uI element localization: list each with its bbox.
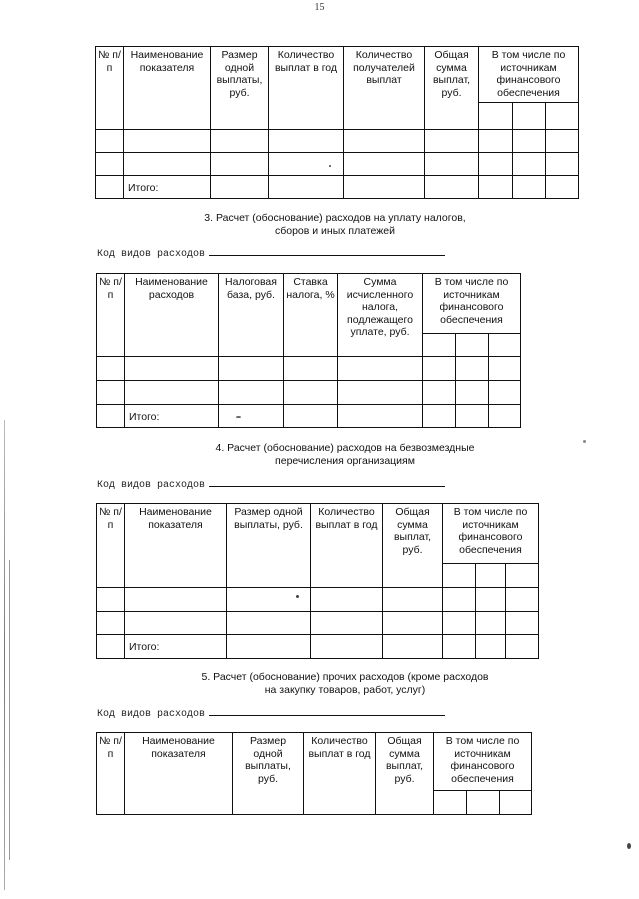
col-header-sources: В том числе по источникам финансового обеспечения	[443, 504, 539, 564]
sources-subcol	[467, 791, 500, 815]
col-header-num: № п/п	[97, 504, 125, 588]
page-number: 15	[314, 2, 325, 13]
sources-subcol	[456, 334, 489, 357]
col-header-payments-per-year: Количество выплат в год	[269, 47, 344, 130]
sources-subcol	[506, 564, 539, 588]
col-header-name: Наименование расходов	[125, 274, 219, 357]
scan-edge-artifact	[9, 560, 10, 860]
col-header-tax-rate: Ставка налога, %	[284, 274, 338, 357]
col-header-tax-base: Налоговая база, руб.	[219, 274, 284, 357]
section5-code-line	[97, 709, 445, 720]
section4-code-line	[97, 480, 445, 491]
expense-code-label: Код видов расходов	[97, 480, 206, 491]
total-label: Итого:	[124, 176, 211, 199]
col-header-tax-amount: Сумма исчисленного налога, подлежащего уплате, руб.	[338, 274, 423, 357]
total-label: Итого:	[125, 635, 227, 659]
col-header-total-sum: Общая сумма выплат, руб.	[425, 47, 479, 130]
table-row	[97, 381, 521, 405]
section5-title-line1: 5. Расчет (обоснование) прочих расходов (кроме расходов	[201, 671, 489, 683]
expense-code-field[interactable]	[209, 485, 445, 487]
table-row	[96, 130, 579, 153]
section3-title	[150, 212, 520, 238]
col-header-sources: В том числе по источникам финансового обеспечения	[434, 733, 532, 791]
section4-title-line1: 4. Расчет (обоснование) расходов на безвозмездные	[215, 442, 475, 454]
section3-title-line1: 3. Расчет (обоснование) расходов на уплату налогов,	[204, 212, 466, 224]
payments-table	[95, 46, 579, 199]
sources-subcol	[443, 564, 476, 588]
sources-subcol	[500, 791, 532, 815]
col-header-num: № п/п	[97, 274, 125, 357]
col-header-total-sum: Общая сумма выплат, руб.	[376, 733, 434, 815]
section4-table-block	[96, 503, 539, 659]
total-row	[97, 635, 539, 659]
col-header-name: Наименование показателя	[125, 504, 227, 588]
scan-speck	[236, 416, 241, 418]
col-header-recipients: Количество получателей выплат	[344, 47, 425, 130]
sources-subcol	[479, 103, 513, 130]
col-header-payments-per-year: Количество выплат в год	[304, 733, 376, 815]
col-header-payment-size: Размер одной выплаты, руб.	[233, 733, 304, 815]
section3-table-block	[96, 273, 521, 428]
col-header-num: № п/п	[97, 733, 125, 815]
total-label: Итого:	[125, 405, 219, 428]
col-header-payment-size: Размер одной выплаты, руб.	[227, 504, 311, 588]
col-header-sources: В том числе по источникам финансового обеспечения	[479, 47, 579, 103]
table-row	[97, 612, 539, 635]
section3-code-line	[97, 249, 445, 260]
total-row	[97, 405, 521, 428]
transfers-table	[96, 503, 539, 659]
other-expenses-table	[96, 732, 532, 815]
scan-speck	[627, 843, 631, 849]
expense-code-field[interactable]	[209, 254, 445, 256]
scan-speck	[583, 440, 586, 443]
section5-table-block	[96, 732, 532, 815]
col-header-name: Наименование показателя	[124, 47, 211, 130]
expense-code-label: Код видов расходов	[97, 249, 206, 260]
col-header-total-sum: Общая сумма выплат, руб.	[383, 504, 443, 588]
section5-title-line2: на закупку товаров, работ, услуг)	[264, 684, 426, 696]
sources-subcol	[489, 334, 521, 357]
col-header-payments-per-year: Количество выплат в год	[311, 504, 383, 588]
table-row	[97, 357, 521, 381]
sources-subcol	[434, 791, 467, 815]
section3-title-line2: сборов и иных платежей	[274, 225, 395, 237]
col-header-name: Наименование показателя	[125, 733, 233, 815]
col-header-payment-size: Размер одной выплаты, руб.	[211, 47, 269, 130]
table-row	[97, 588, 539, 612]
sources-subcol	[513, 103, 546, 130]
col-header-num: № п/п	[96, 47, 124, 130]
expense-code-label: Код видов расходов	[97, 709, 206, 720]
total-row	[96, 176, 579, 199]
section4-title-line2: перечисления организациям	[275, 455, 415, 467]
sources-subcol	[476, 564, 506, 588]
sources-subcol	[423, 334, 456, 357]
table1-block	[95, 46, 579, 199]
tax-table	[96, 273, 521, 428]
scan-speck	[296, 595, 299, 598]
scan-edge-artifact	[4, 420, 5, 890]
expense-code-field[interactable]	[209, 714, 445, 716]
sources-subcol	[546, 103, 579, 130]
section4-title	[150, 442, 540, 468]
scan-speck	[329, 165, 331, 167]
table-row	[96, 153, 579, 176]
section5-title	[150, 671, 540, 697]
col-header-sources: В том числе по источникам финансового обеспечения	[423, 274, 521, 334]
